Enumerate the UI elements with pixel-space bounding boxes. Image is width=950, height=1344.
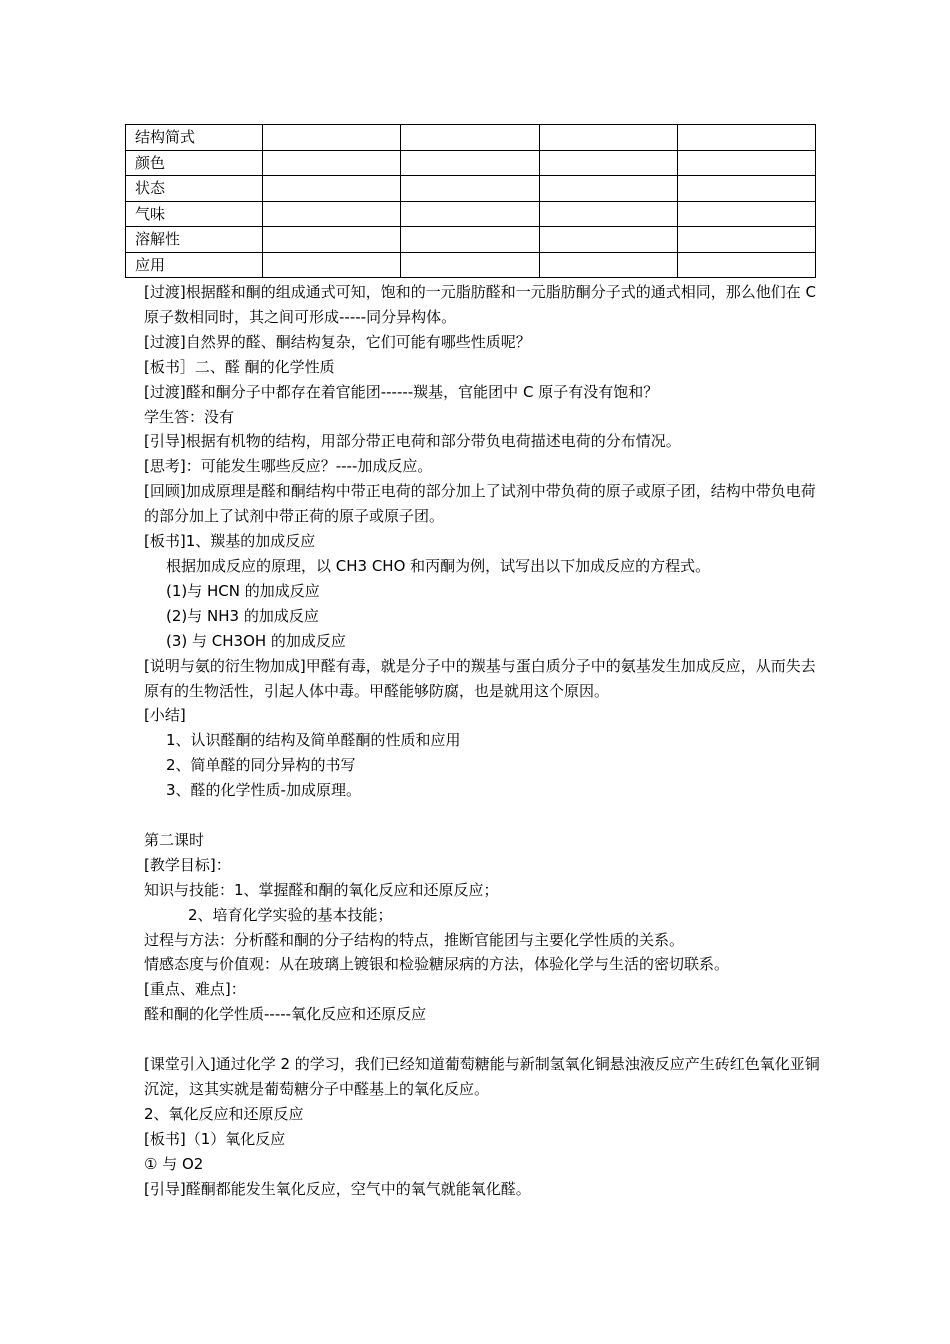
table-row bbox=[126, 201, 816, 227]
board-heading: [板书］二、醛 酮的化学性质 bbox=[144, 357, 335, 376]
paragraph: [课堂引入]通过化学 2 的学习，我们已经知道葡萄糖能与新制氢氧化铜悬浊液反应产生砖红色氧化亚铜沉淀，这其实就是葡萄糖分子中醛基上的氧化反应。 bbox=[144, 1055, 820, 1098]
empty-cell bbox=[677, 150, 815, 176]
section-label: [重点、难点]： bbox=[144, 980, 246, 999]
section-label: [教学目标]： bbox=[144, 855, 231, 874]
spacer bbox=[144, 803, 824, 828]
paragraph: [回顾]加成原理是醛和酮结构中带正电荷的部分加上了试剂中带负荷的原子或原子团，结构中带负电荷的部分加上了试剂中带正荷的原子或原子团。 bbox=[144, 482, 816, 526]
list-item: (2)与 NH3 的加成反应 bbox=[166, 606, 319, 625]
properties-table bbox=[125, 124, 816, 278]
paragraph: 知识与技能：1、掌握醛和酮的氧化反应和还原反应； bbox=[144, 880, 499, 899]
empty-cell bbox=[677, 252, 815, 278]
empty-cell bbox=[263, 176, 401, 202]
paragraph: [过渡]醛和酮分子中都存在着官能团------羰基，官能团中 C 原子有没有饱和？ bbox=[144, 382, 659, 401]
section-title: 第二课时 bbox=[144, 830, 205, 849]
empty-cell bbox=[401, 150, 539, 176]
list-item: 2、简单醛的同分异构的书写 bbox=[166, 756, 356, 775]
paragraph: [说明与氨的衍生物加成]甲醛有毒，就是分子中的羰基与蛋白质分子中的氨基发生加成反应，从而失去原有的生物活性，引起人体中毒。甲醛能够防腐，也是就用这个原因。 bbox=[144, 656, 816, 700]
empty-cell bbox=[677, 227, 815, 253]
row-header: 气味 bbox=[126, 201, 263, 227]
section-label: [小结] bbox=[144, 706, 186, 725]
list-item: (1)与 HCN 的加成反应 bbox=[166, 581, 320, 600]
paragraph: [过渡]根据醛和酮的组成通式可知，饱和的一元脂肪醛和一元脂肪酮分子式的通式相同，那么他们在 C 原子数相同时，其之间可形成-----同分异构体。 bbox=[144, 283, 816, 326]
row-header: 状态 bbox=[126, 176, 263, 202]
empty-cell bbox=[539, 252, 677, 278]
list-item: (3) 与 CH3OH 的加成反应 bbox=[166, 631, 346, 650]
paragraph: [引导]根据有机物的结构，用部分带正电荷和部分带负电荷描述电荷的分布情况。 bbox=[144, 432, 681, 451]
empty-cell bbox=[539, 227, 677, 253]
empty-cell bbox=[263, 125, 401, 151]
empty-cell bbox=[539, 201, 677, 227]
empty-cell bbox=[677, 176, 815, 202]
paragraph: [引导]醛酮都能发生氧化反应，空气中的氧气就能氧化醛。 bbox=[144, 1179, 531, 1198]
paragraph: 情感态度与价值观：从在玻璃上镀银和检验糖尿病的方法，体验化学与生活的密切联系。 bbox=[144, 955, 730, 974]
row-header: 结构简式 bbox=[126, 125, 263, 151]
table-row bbox=[126, 227, 816, 253]
empty-cell bbox=[401, 227, 539, 253]
board-heading: [板书]1、羰基的加成反应 bbox=[144, 532, 316, 551]
paragraph: 醛和酮的化学性质-----氧化反应和还原反应 bbox=[144, 1005, 427, 1024]
empty-cell bbox=[263, 150, 401, 176]
section-heading: 2、氧化反应和还原反应 bbox=[144, 1104, 304, 1123]
empty-cell bbox=[401, 125, 539, 151]
paragraph: 过程与方法：分析醛和酮的分子结构的特点，推断官能团与主要化学性质的关系。 bbox=[144, 930, 685, 949]
row-header: 颜色 bbox=[126, 150, 263, 176]
empty-cell bbox=[263, 227, 401, 253]
paragraph: 根据加成反应的原理，以 CH3 CHO 和丙酮为例，试写出以下加成反应的方程式。 bbox=[166, 556, 711, 575]
body-text bbox=[144, 280, 824, 1202]
empty-cell bbox=[401, 201, 539, 227]
row-header: 应用 bbox=[126, 252, 263, 278]
list-item: 3、醛的化学性质-加成原理。 bbox=[166, 781, 361, 800]
table-row bbox=[126, 252, 816, 278]
empty-cell bbox=[401, 252, 539, 278]
empty-cell bbox=[263, 252, 401, 278]
row-header: 溶解性 bbox=[126, 227, 263, 253]
paragraph: 学生答：没有 bbox=[144, 407, 235, 426]
board-heading: [板书]（1）氧化反应 bbox=[144, 1129, 286, 1148]
table-row bbox=[126, 150, 816, 176]
empty-cell bbox=[539, 150, 677, 176]
list-item: 2、培育化学实验的基本技能； bbox=[188, 905, 393, 924]
empty-cell bbox=[263, 201, 401, 227]
table-row bbox=[126, 125, 816, 151]
empty-cell bbox=[677, 201, 815, 227]
empty-cell bbox=[539, 176, 677, 202]
empty-cell bbox=[539, 125, 677, 151]
paragraph: [过渡]自然界的醛、酮结构复杂，它们可能有哪些性质呢？ bbox=[144, 332, 531, 351]
empty-cell bbox=[401, 176, 539, 202]
list-item: ① 与 O2 bbox=[144, 1154, 204, 1173]
list-item: 1、认识醛酮的结构及简单醛酮的性质和应用 bbox=[166, 731, 461, 750]
table-row bbox=[126, 176, 816, 202]
paragraph: [思考]：可能发生哪些反应？----加成反应。 bbox=[144, 457, 433, 476]
empty-cell bbox=[677, 125, 815, 151]
spacer bbox=[144, 1027, 824, 1052]
